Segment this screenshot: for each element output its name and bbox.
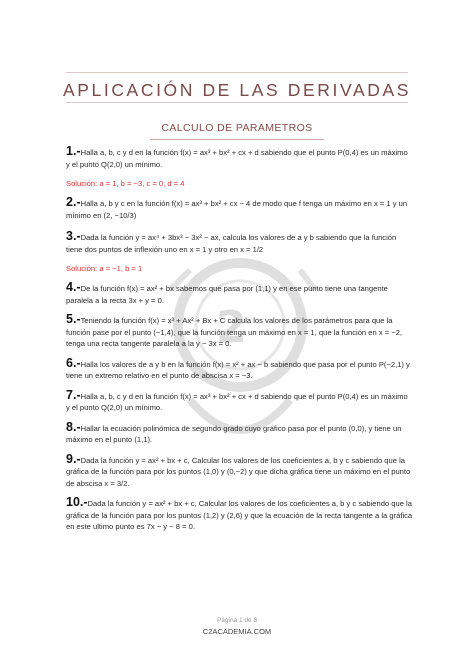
problem-number: 10.- bbox=[66, 495, 88, 509]
problem-text: Halla a, b, c y d en la función f(x) = ax³ + bx² + cx + d sabiendo que el punto P(0,4) es un máximo y el punto Q(2,0) un mínimo. bbox=[66, 391, 408, 412]
subtitle-underline bbox=[150, 139, 324, 140]
problem-text: Dada la función y = ax² + bx + c, Calcular los valores de los coeficientes a, b y c sabiendo que la gráfica de la función para por los puntos (1,0) y (0,−2) y que dicha gráfica tiene un máximo en el punto de abscisa x = 3/2. bbox=[66, 455, 411, 488]
problem-number: 1.- bbox=[66, 144, 81, 158]
top-rule bbox=[66, 72, 408, 73]
problem-text: Halla los valores de a y b en la función f(x) = x² + ax − b sabiendo que pasa por el punto P(−2,1) y tiene un extremo relativo en el punto de abscisa x = −3. bbox=[66, 359, 410, 380]
problem-text: Halla a, b y c en la función f(x) = ax³ + bx² + cx − 4 de modo que f tenga un máximo en x = 1 y un mínimo en (2, −10/3) bbox=[66, 199, 408, 220]
problem-text: De la función f(x) = ax² + bx sabemos que pasa por (1,1) y en ese punto tiene una tangente paralela a la recta 3x + y = 0. bbox=[66, 284, 388, 305]
problem-text: Dada la función y = ax⁴ + 3bx³ − 3x² − ax, calcula los valores de a y b sabiendo que la función tiene dos puntos de inflexión uno en x = 1 y otro en x = 1/2 bbox=[66, 233, 397, 254]
problem-number: 2.- bbox=[66, 195, 81, 209]
problem-text: Dada la función y = ax² + bx + c, Calcular los valores de los coeficientes a, b y c sabiendo que la gráfica de la función para por los puntos (1,2) y (2,6) y que la ecuación de la recta tangente a la gráfica en este ultimo punto es 7x − y − 8 = 0. bbox=[66, 499, 413, 531]
problem-number: 3.- bbox=[66, 229, 81, 243]
problem-number: 7.- bbox=[66, 387, 81, 402]
title-rule bbox=[66, 102, 408, 103]
problem-text: Teniendo la función f(x) = x³ + Ax² + Bx + C calcula los valores de los parámetros para que la función pase por el punto (−1,4), que la función tenga un máximo en x = 1, que la función en x = −2, tenga una recta tangente paralela a la y − 3x = 0. bbox=[66, 316, 403, 348]
solution-3: Solución: a = −1, b = 1 bbox=[66, 264, 143, 273]
problem-text: Hallar la ecuación polinómica de segundo grado cuyo gráfico pasa por el punto (0,0), y tiene un máximo en el punto (1,1). bbox=[66, 423, 402, 444]
problem-8 bbox=[66, 419, 413, 446]
problem-number: 8.- bbox=[66, 419, 81, 434]
page-title: APLICACIÓN DE LAS DERIVADAS bbox=[62, 80, 411, 100]
problem-number: 9.- bbox=[66, 451, 81, 466]
section-subtitle: CALCULO DE PARAMETROS bbox=[161, 122, 313, 134]
svg-text:2: 2 bbox=[216, 302, 247, 353]
problem-number: 5.- bbox=[66, 312, 81, 326]
problem-1 bbox=[66, 146, 413, 170]
footer-site[interactable]: C2ACADEMIA.COM bbox=[202, 627, 272, 636]
problem-text: Halla a, b, c y d en la función f(x) = ax³ + bx² + cx + d sabiendo que el punto P(0,4) es un máximo y el punto Q(2,0) un mínimo. bbox=[66, 148, 408, 169]
problem-6 bbox=[66, 355, 413, 382]
solution-1: Solución: a = 1, b = −3, c = 0, d = 4 bbox=[66, 179, 185, 188]
problem-10 bbox=[66, 497, 413, 533]
problem-number: 6.- bbox=[66, 355, 81, 370]
problem-7 bbox=[66, 387, 413, 414]
problem-4 bbox=[66, 282, 413, 306]
problem-3 bbox=[66, 231, 413, 255]
problem-2 bbox=[66, 197, 413, 221]
problem-5 bbox=[66, 314, 413, 350]
page-number: Página 1 de 8 bbox=[216, 617, 258, 624]
problem-list bbox=[66, 146, 413, 533]
problem-number: 4.- bbox=[66, 280, 81, 294]
problem-9 bbox=[66, 451, 413, 490]
